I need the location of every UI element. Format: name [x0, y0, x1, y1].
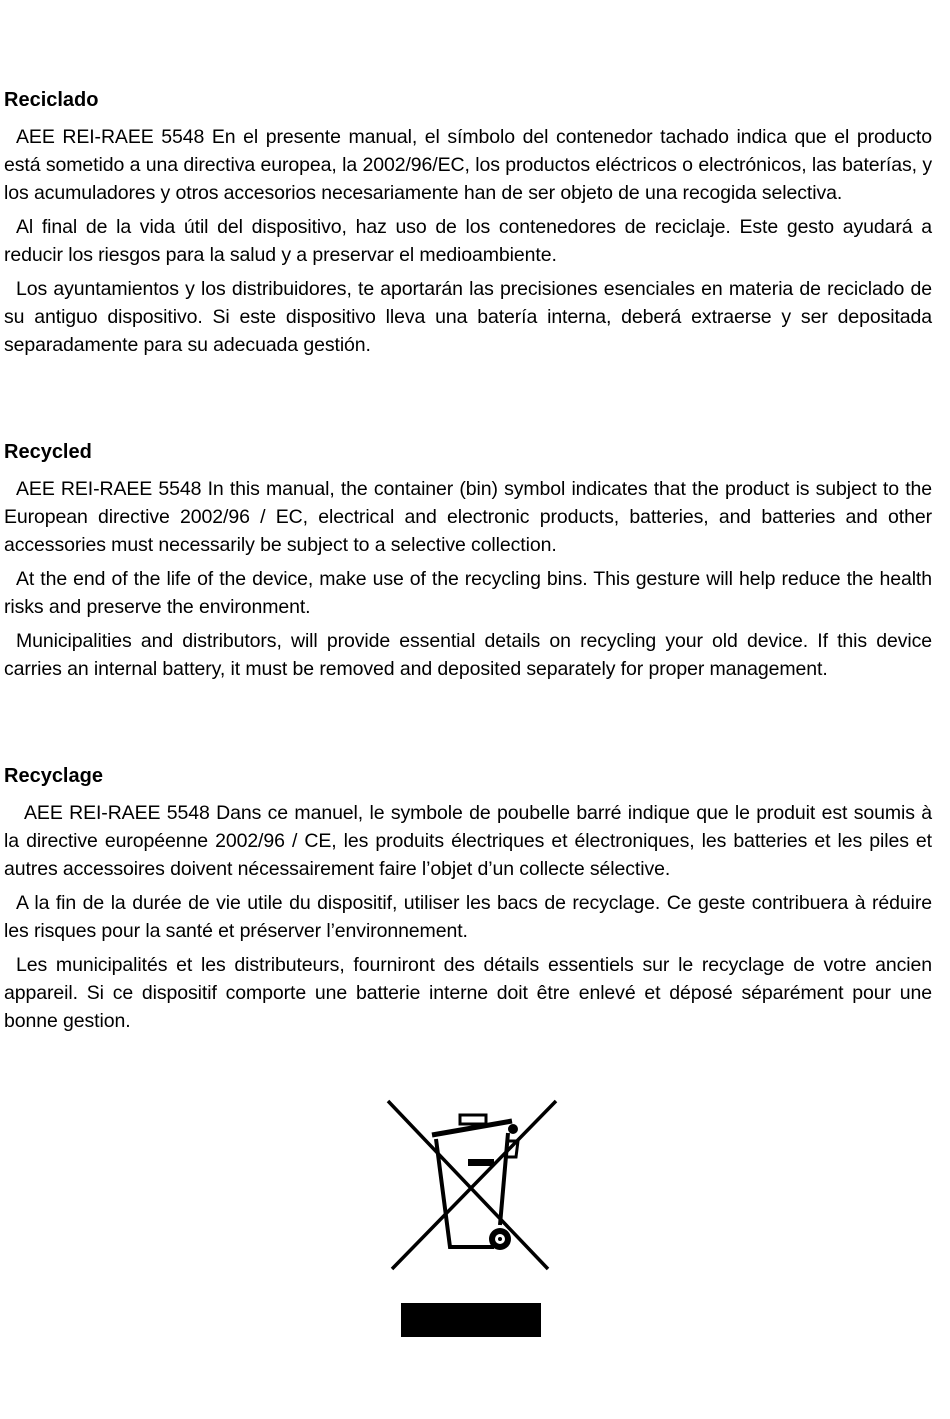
paragraph: Los ayuntamientos y los distribuidores, te aportarán las precisiones esenciales en materia de reciclado de su antiguo dispositivo. Si este dispositivo lleva una batería interna, deberá extraerse y ser depositada separadamente para su adecuada gestión. — [4, 278, 932, 356]
paragraph: A la fin de la durée de vie utile du dispositif, utiliser les bacs de recyclage. Ce geste contribuera à réduire les risques pour la santé et préserver l’environnement. — [4, 892, 932, 942]
paragraph: AEE REI-RAEE 5548 In this manual, the container (bin) symbol indicates that the product is subject to the European directive 2002/96 / EC, electrical and electronic products, batteries, and batteries and other accessories must necessarily be subject to a selective collection. — [4, 478, 932, 556]
section-heading: Recycled — [4, 441, 92, 463]
section-heading: Reciclado — [4, 89, 99, 111]
paragraph: Les municipalités et les distributeurs, fourniront des détails essentiels sur le recyclage de votre ancien appareil. Si ce dispositif comporte une batterie interne doit être enlevé et déposé séparément pour une bonne gestion. — [4, 954, 932, 1032]
paragraph: AEE REI-RAEE 5548 En el presente manual, el símbolo del contenedor tachado indica que el producto está sometido a una directiva europea, la 2002/96/EC, los productos eléctricos o electrónicos, las baterías, y los acumuladores y otros accesorios necesariamente han de ser objeto de una recogida selectiva. — [4, 126, 932, 204]
paragraph: AEE REI-RAEE 5548 Dans ce manuel, le symbole de poubelle barré indique que le produit est soumis à la directive européenne 2002/96 / CE, les produits électriques et électroniques, les batteries et les piles et autres accessoires doivent nécessairement faire l’objet d’un collecte sélective. — [4, 802, 932, 880]
paragraph: Al final de la vida útil del dispositivo, haz uso de los contenedores de reciclaje. Este gesto ayudará a reducir los riesgos para la salud y a preservar el medioambiente. — [4, 216, 932, 266]
section-reciclado — [4, 86, 932, 359]
section-recycled — [4, 438, 932, 683]
section-recyclage — [4, 762, 932, 1035]
paragraph: Municipalities and distributors, will provide essential details on recycling your old device. If this device carries an internal battery, it must be removed and deposited separately for proper management. — [4, 630, 932, 680]
section-heading: Recyclage — [4, 765, 103, 787]
solid-bar-icon — [401, 1303, 541, 1337]
paragraph: At the end of the life of the device, make use of the recycling bins. This gesture will help reduce the health risks and preserve the environment. — [4, 568, 932, 618]
crossed-out-wheelie-bin-icon — [380, 1097, 564, 1274]
